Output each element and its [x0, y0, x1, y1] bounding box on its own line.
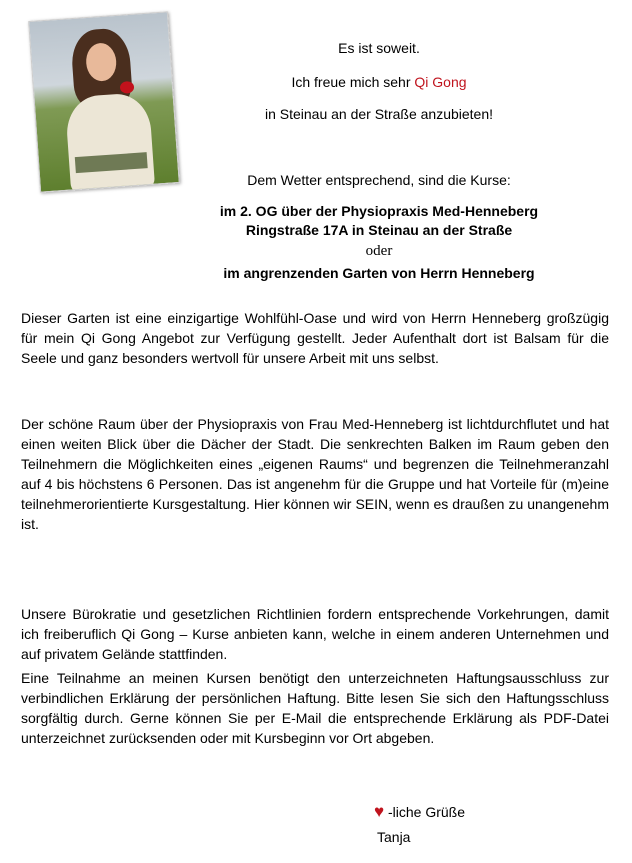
intro-line-1: Es ist soweit. [338, 40, 420, 56]
location-or: oder [365, 243, 393, 259]
intro-line-2-text: Ich freue mich sehr [291, 74, 415, 90]
photo-body [65, 92, 155, 193]
paragraph-liability: Eine Teilnahme an meinen Kursen benötigt den unterzeichneten Haftungsausschluss zur verbindlichen Erklärung der persönlichen Haftung. Bitte lesen Sie sich den Haftungsschluss sorgfältig durch. Gerne können Sie per E-Mail die entsprechende Erklärung als PDF-Datei unterzeichnet zurücksenden oder mit Kursbeginn vor Ort abgeben. [21, 670, 609, 746]
paragraph-garden: Dieser Garten ist eine einzigartige Wohlfühl-Oase und wird von Herrn Henneberg großzügig für mein Qi Gong Angebot zur Verfügung gestellt. Jeder Aufenthalt dort ist Balsam für die Seele und ganz besonders wertvoll für unsere Arbeit mit uns selbst. [21, 310, 609, 366]
intro-line-3: in Steinau an der Straße anzubieten! [264, 106, 494, 122]
intro-line-2 [190, 74, 568, 91]
portrait-photo [28, 11, 180, 192]
flower-icon [120, 81, 135, 94]
heart-icon: ♥ [374, 802, 385, 821]
signature-name: Tanja [377, 829, 411, 845]
location-place-2: im angrenzenden Garten von Herrn Henneberg [223, 265, 535, 281]
greeting-text: -liche Grüße [384, 804, 466, 820]
location-address: Ringstraße 17A in Steinau an der Straße [245, 222, 513, 238]
signature-greeting [374, 803, 465, 821]
qi-gong-highlight: Qi Gong [414, 74, 467, 90]
paragraph-bureaucracy: Unsere Bürokratie und gesetzlichen Richtlinien fordern entsprechende Vorkehrungen, damit ich freiberuflich Qi Gong – Kurse anbieten kann, welche in einem anderen Unternehmen und auf privatem Gelände stattfinden. [21, 606, 609, 662]
paragraph-room: Der schöne Raum über der Physiopraxis von Frau Med-Henneberg ist lichtdurchflutet und hat einen weiten Blick über die Dächer der Stadt. Die senkrechten Balken im Raum geben den Teilnehmern die Möglichkeiten eines „eigenen Raums“ und begrenzen die Teilnehmeranzahl auf 4 bis höchstens 6 Personen. Das ist angenehm für die Gruppe und hat Vorteile für (m)eine teilnehmerorientierte Kursgestaltung. Hier können wir SEIN, wenn es draußen zu unangenehm ist. [21, 416, 609, 532]
location-place-1: im 2. OG über der Physiopraxis Med-Henneberg [219, 203, 539, 219]
location-lead: Dem Wetter entsprechend, sind die Kurse: [247, 172, 511, 188]
